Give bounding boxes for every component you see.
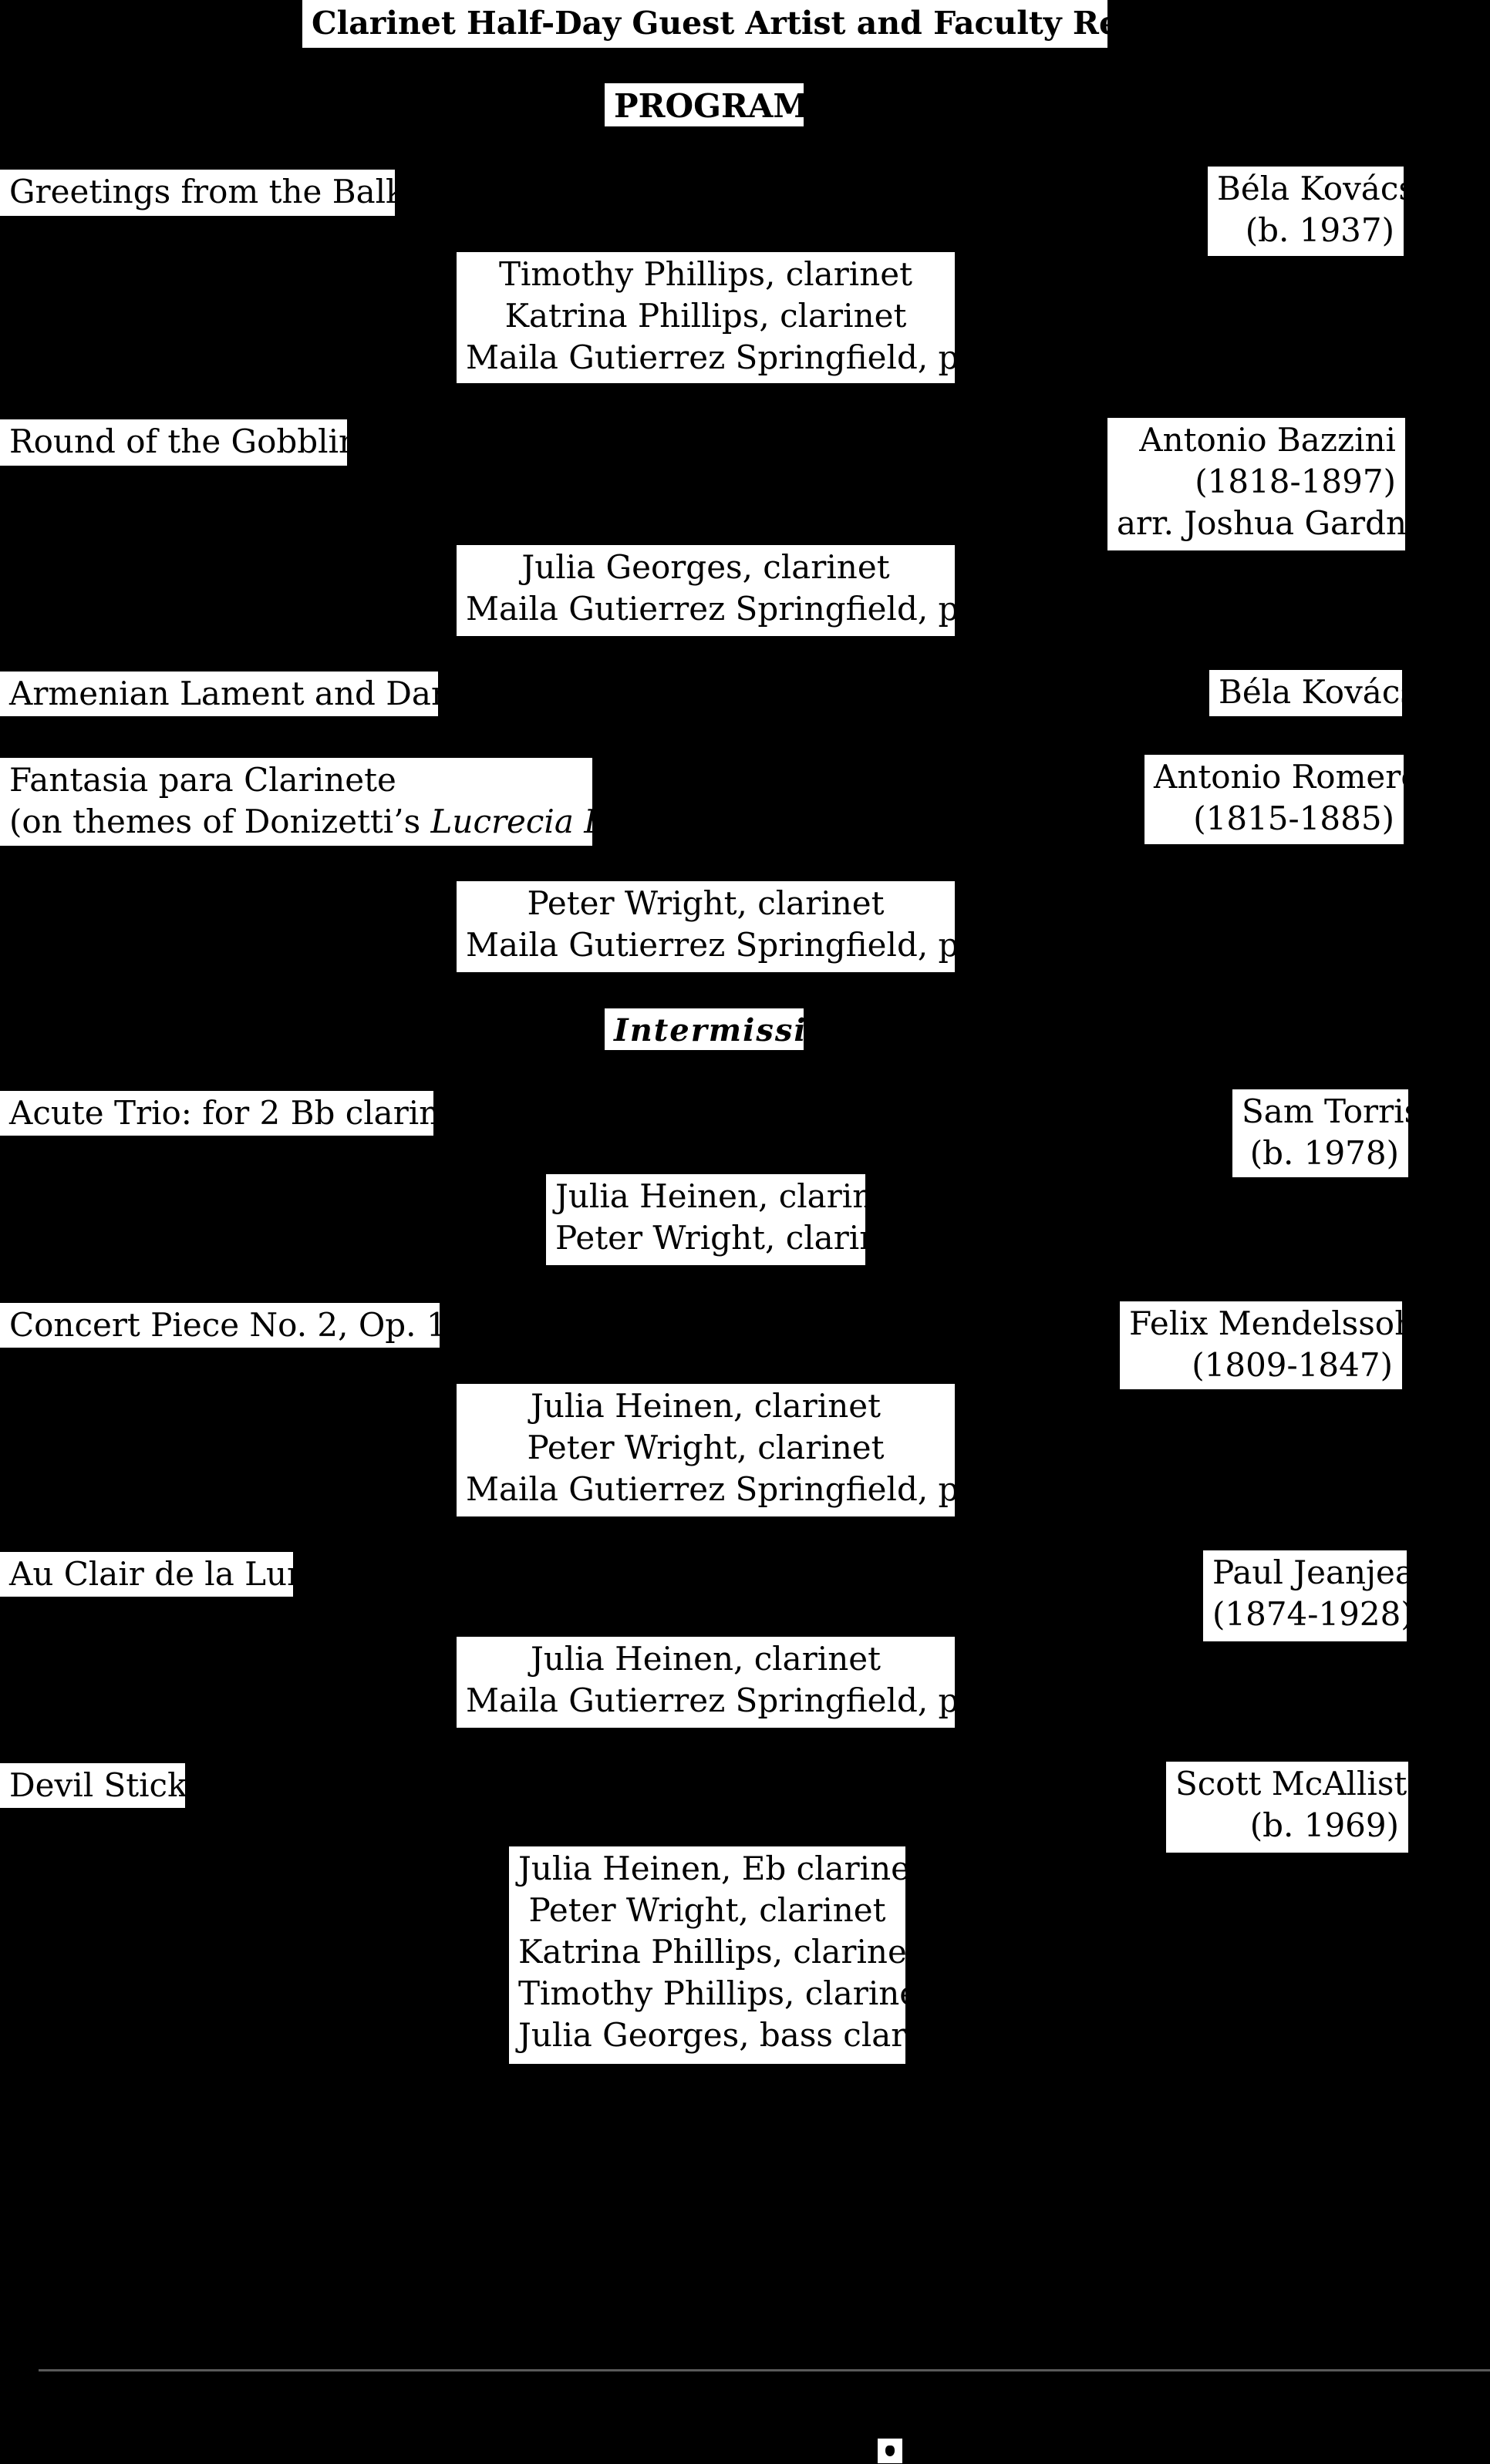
piece-title-italic: Lucrecia Borgia [430, 803, 693, 840]
performer: Maila Gutierrez Springfield, piano [466, 926, 1030, 964]
composer-name: Felix Mendelssohn [1129, 1304, 1437, 1342]
performer: Timothy Phillips, clarinet [498, 255, 913, 293]
composer [1232, 1089, 1431, 1177]
composer [1208, 167, 1415, 256]
piece-title-line: Devil Sticks [9, 1766, 204, 1804]
piece-title [0, 1763, 204, 1808]
composer [1144, 755, 1421, 844]
piece-title [0, 1303, 489, 1348]
piece-title-line: Greetings from the Balkan [9, 173, 446, 210]
composer-dates: (b. 1978) [1249, 1134, 1399, 1172]
piece-title [0, 1552, 327, 1597]
composer-dates: (b. 1969) [1249, 1806, 1399, 1844]
piece-title-suffix: ) [693, 803, 706, 840]
composer-name: Béla Kovács [1217, 170, 1415, 207]
performer: Katrina Phillips, clarinet [504, 297, 907, 335]
performer: Maila Gutierrez Springfield, piano [466, 1681, 1030, 1719]
piece-title-line: Fantasia para Clarinete [9, 761, 396, 799]
performer: Julia Heinen, clarinet [555, 1177, 906, 1215]
piece-title-line: Concert Piece No. 2, Op. 114 [9, 1306, 489, 1344]
composer-name: Paul Jeanjean [1212, 1553, 1435, 1591]
performer: Maila Gutierrez Springfield, piano [466, 1470, 1030, 1508]
performer: Julia Heinen, clarinet [530, 1387, 881, 1425]
performer: Maila Gutierrez Springfield, piano [466, 590, 1030, 628]
piece-title-text: (on themes of Donizetti’s [9, 803, 431, 840]
performer: Julia Heinen, Eb clarinet [518, 1850, 923, 1887]
piece-title-line: Armenian Lament and Dance [9, 675, 490, 712]
composer-dates: (1815-1885) [1193, 799, 1394, 837]
composer-dates: (1809-1847) [1192, 1346, 1393, 1384]
program-heading: PROGRAM [605, 83, 804, 126]
piece-title [0, 419, 376, 466]
piece-title-line: Round of the Gobblins [9, 422, 376, 460]
piece-title [0, 758, 706, 846]
composer-name: Scott McAllister [1175, 1765, 1442, 1803]
performers [457, 252, 1030, 383]
composer [1166, 1762, 1442, 1853]
performers [457, 545, 1030, 636]
piece-title [0, 672, 490, 716]
composer [1209, 670, 1417, 716]
performer: Peter Wright, clarinet [555, 1219, 912, 1257]
performer: Julia Georges, clarinet [521, 548, 890, 586]
performer: Peter Wright, clarinet [527, 1429, 885, 1466]
performer: Peter Wright, clarinet [528, 1891, 886, 1929]
piece-title-line: Au Clair de la Lune [9, 1555, 327, 1593]
composer-dates: (b. 1937) [1245, 211, 1394, 249]
performers [457, 1637, 1030, 1728]
composer [1120, 1301, 1437, 1389]
piece-title-line: Acute Trio: for 2 Bb clarinets [9, 1094, 489, 1132]
performers [457, 1384, 1030, 1516]
intermission-label: Intermission [605, 1008, 804, 1050]
recital-title: Clarinet Half-Day Guest Artist and Faculty Recital [302, 0, 1107, 48]
performer: Peter Wright, clarinet [527, 884, 885, 922]
piece-title [0, 1091, 489, 1136]
performer: Katrina Phillips, clarinet [518, 1933, 920, 1971]
page-mark-icon [878, 2439, 902, 2463]
composer-dates: (1818-1897) [1195, 463, 1396, 500]
performer: Timothy Phillips, clarinet [518, 1974, 932, 2012]
performers [457, 881, 1030, 972]
composer [1107, 418, 1441, 550]
composer [1203, 1550, 1435, 1641]
performer: Maila Gutierrez Springfield, piano [466, 338, 1030, 376]
composer-name: Antonio Bazzini [1139, 421, 1396, 459]
performer: Julia Georges, bass clarinet [518, 2016, 970, 2054]
composer-arranger: arr. Joshua Gardner [1117, 504, 1441, 542]
composer-name: Antonio Romero [1154, 758, 1421, 796]
composer-name: Sam Torrisi [1242, 1092, 1431, 1130]
piece-title-line [9, 801, 706, 843]
composer-dates: (1874-1928) [1212, 1595, 1414, 1633]
piece-title [0, 170, 446, 216]
footer-rule [39, 2369, 1490, 2371]
performers [546, 1174, 912, 1265]
performer: Julia Heinen, clarinet [530, 1640, 881, 1678]
performers [509, 1846, 970, 2064]
composer-name: Béla Kovács [1219, 673, 1417, 711]
